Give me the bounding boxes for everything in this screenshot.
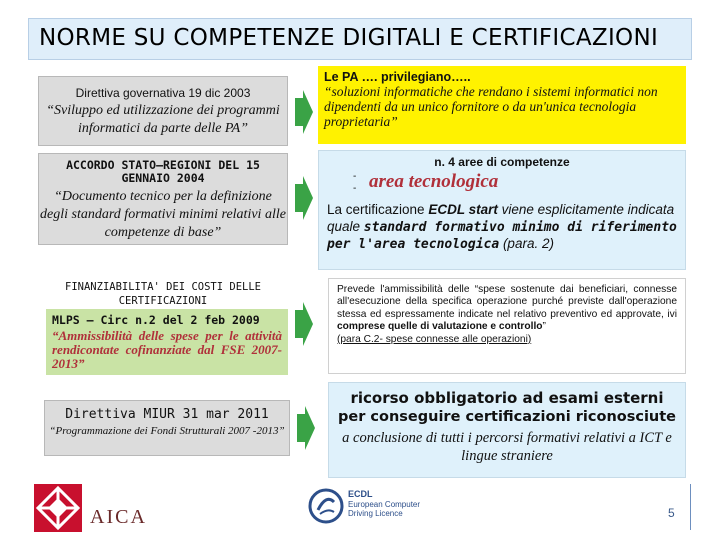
external-exams-line3: a conclusione di tutti i percorsi formativi relativi a ICT e lingue straniere xyxy=(342,430,672,464)
directive-2003-heading: Direttiva governativa 19 dic 2003 xyxy=(75,86,251,100)
ecdl-line1: European Computer xyxy=(348,499,421,509)
mlps-circular-quote: “Ammissibilità delle spese per le attività rendicontate cofinanziate dal FSE 2007-2013” xyxy=(52,328,282,371)
ecdl-start-statement xyxy=(327,202,677,254)
minimum-standard-phrase: standard formativo minimo di riferimento per l'area tecnologica xyxy=(327,219,677,252)
pa-preference-quote: “soluzioni informatiche che rendano i sistemi informatici non dipendenti da un unico fornitore o da un'unica tecnologia proprietaria” xyxy=(324,84,658,129)
evaluation-control-phrase: comprese quelle di valutazione e controllo xyxy=(337,321,543,333)
miur-directive-quote: “Programmazione dei Fondi Strutturali 2007 -2013” xyxy=(49,425,285,437)
external-exams-line2: per conseguire certificazioni riconosciute xyxy=(337,409,677,425)
funding-heading-box xyxy=(38,272,288,312)
ecdl-wordmark xyxy=(348,490,420,519)
arrow-right-icon xyxy=(295,176,313,220)
aica-logo-icon xyxy=(34,484,82,532)
paragraph-reference: (para. 2) xyxy=(499,236,554,251)
footer-divider xyxy=(690,484,691,530)
state-regions-heading: ACCORDO STATO–REGIONI DEL 15 GENNAIO 2004 xyxy=(66,158,260,185)
mlps-circular-heading: MLPS – Circ n.2 del 2 feb 2009 xyxy=(52,313,260,327)
arrow-right-icon xyxy=(295,90,313,134)
slide-title: NORME SU COMPETENZE DIGITALI E CERTIFICAZIONI xyxy=(28,18,692,60)
directive-2003-box xyxy=(38,76,288,146)
state-regions-quote: “Documento tecnico per la definizione degli standard formativi minimi relativi alle competenze di base” xyxy=(40,189,286,240)
arrow-right-icon xyxy=(297,406,315,450)
competence-areas-box xyxy=(318,150,686,270)
closing-quote: ” xyxy=(542,321,546,333)
ecdl-title: ECDL xyxy=(348,489,373,499)
competence-areas-heading: n. 4 aree di competenze xyxy=(434,155,570,169)
external-exams-box xyxy=(328,382,686,478)
miur-directive-heading: Direttiva MIUR 31 mar 2011 xyxy=(65,407,269,422)
technology-area-label: area tecnologica xyxy=(369,171,499,192)
mlps-circular-box xyxy=(46,309,288,375)
eligibility-box xyxy=(328,278,686,374)
ecdl-statement-part: viene esplicitamente indicata quale xyxy=(327,202,675,234)
ecdl-start-label: ECDL start xyxy=(428,202,498,217)
bullet-dash: - xyxy=(353,171,357,182)
external-exams-line1: ricorso obbligatorio ad esami esterni xyxy=(350,389,664,407)
eligibility-reference: (para C.2- spese connesse alle operazioni) xyxy=(337,333,532,345)
eligibility-text: Prevede l'ammissibilità delle “spese sostenute dai beneficiari, connesse all'esecuzione della specifica operazione purché previste dall'operazione stessa ed espressamente indicate nel relativo preventivo ed approvate, ivi xyxy=(337,284,677,320)
ecdl-statement-part: La certificazione xyxy=(327,202,429,217)
state-regions-agreement-box xyxy=(38,153,288,245)
page-number: 5 xyxy=(668,506,675,520)
aica-wordmark: AICA xyxy=(90,506,147,528)
miur-directive-box xyxy=(44,400,290,456)
directive-2003-quote: “Sviluppo ed utilizzazione dei programmi informatici da parte delle PA” xyxy=(46,103,280,136)
pa-preference-box xyxy=(318,66,686,144)
pa-preference-heading: Le PA …. privilegiano….. xyxy=(324,70,471,84)
bullet-dash: - xyxy=(353,183,357,194)
arrow-right-icon xyxy=(295,302,313,346)
ecdl-logo-icon xyxy=(308,488,344,524)
funding-heading: FINANZIABILITA' DEI COSTI DELLE CERTIFICAZIONI xyxy=(65,281,261,307)
ecdl-line2: Driving Licence xyxy=(348,509,403,518)
